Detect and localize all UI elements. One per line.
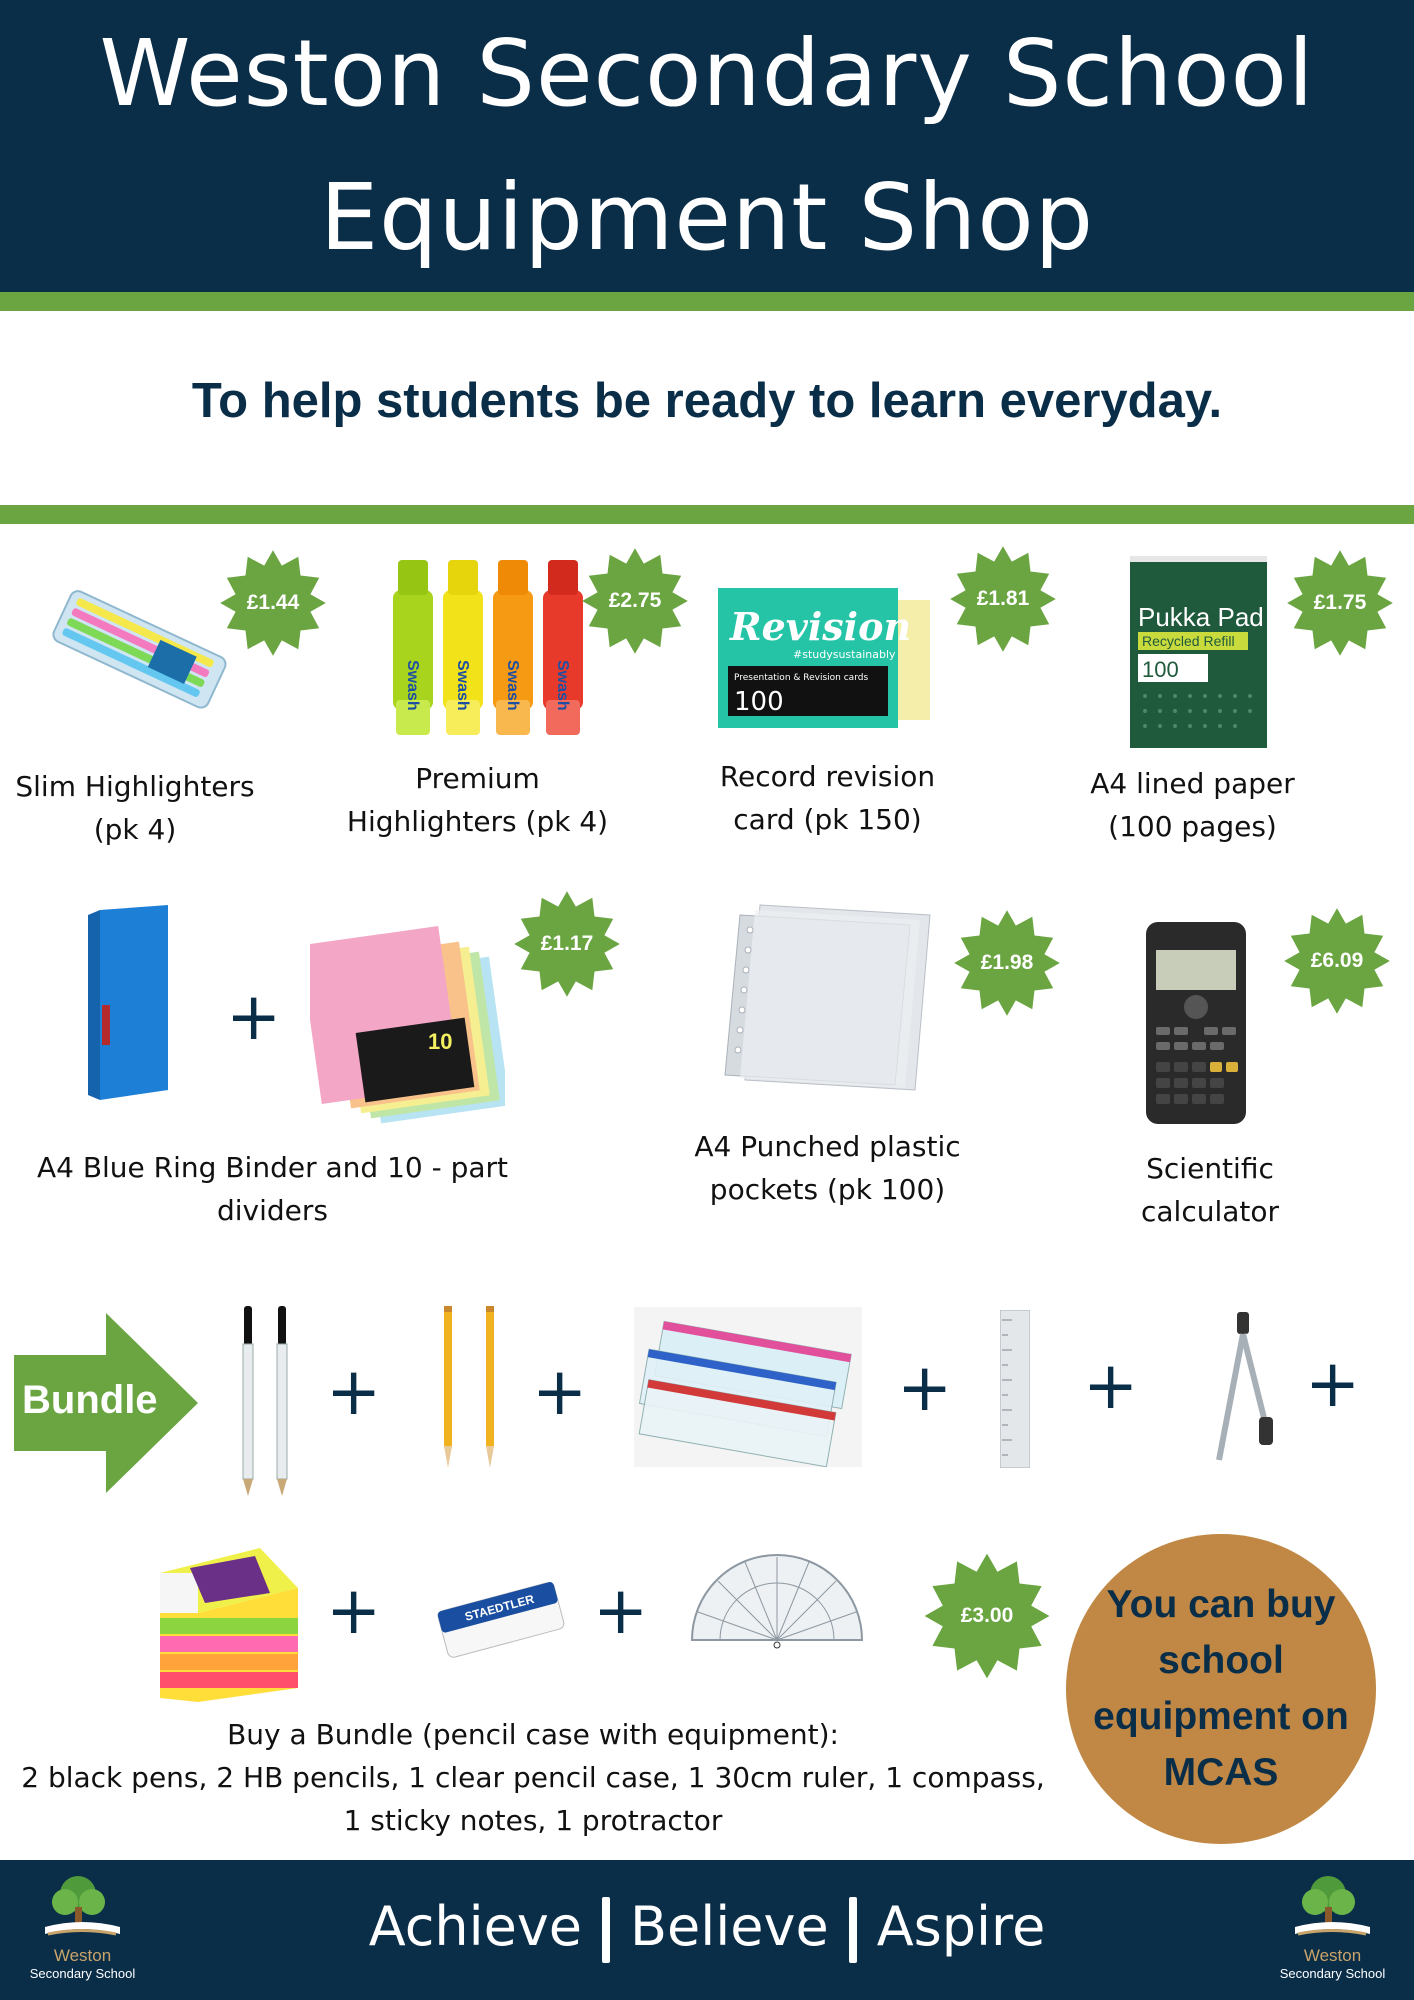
name-line-1: Premium bbox=[415, 762, 540, 795]
product-name-ring-binder bbox=[0, 1146, 545, 1232]
name-line-1: Slim Highlighters bbox=[15, 770, 255, 803]
revision-subtitle: Presentation & Revision cards bbox=[734, 673, 869, 683]
sticky-notes-image bbox=[140, 1548, 300, 1702]
price-text: £1.81 bbox=[976, 587, 1030, 610]
price-badge-slim-highlighters bbox=[218, 548, 328, 658]
plus-sign: + bbox=[326, 1572, 382, 1649]
plastic-pockets-image bbox=[720, 900, 935, 1095]
protractor-image bbox=[690, 1552, 865, 1652]
header-banner bbox=[0, 0, 1414, 292]
brand-text-red: Swash bbox=[554, 660, 571, 711]
tagline: To help students be ready to learn everyday. bbox=[191, 374, 1223, 428]
green-divider-top bbox=[0, 292, 1414, 311]
price-text: £6.09 bbox=[1310, 949, 1364, 972]
logo-name: Weston bbox=[1303, 1946, 1362, 1965]
brand-text-orange: Swash bbox=[504, 660, 521, 711]
price-badge-calculator bbox=[1282, 906, 1392, 1016]
name-line-2: Highlighters (pk 4) bbox=[346, 805, 609, 838]
plus-sign: + bbox=[593, 1572, 649, 1649]
price-badge-plastic-pockets bbox=[952, 908, 1062, 1018]
motto-divider bbox=[849, 1897, 857, 1963]
logo-subtitle: Secondary School bbox=[1279, 1966, 1386, 1981]
price-text: £3.00 bbox=[960, 1604, 1014, 1627]
ring-binder-image bbox=[88, 905, 173, 1100]
motto-aspire: Aspire bbox=[876, 1895, 1046, 1958]
name-line-1: Scientific bbox=[1146, 1152, 1274, 1185]
tree-logo-icon bbox=[20, 1872, 145, 1942]
title-line-2: Equipment Shop bbox=[319, 164, 1095, 271]
slim-highlighters-image bbox=[36, 580, 236, 710]
lined-paper-image bbox=[1130, 556, 1267, 748]
product-name-calculator bbox=[1080, 1147, 1340, 1233]
plus-sign: + bbox=[326, 1353, 382, 1430]
pencil-case-image bbox=[634, 1307, 862, 1467]
pencils-image bbox=[440, 1306, 502, 1471]
price-text: £2.75 bbox=[608, 589, 662, 612]
motto bbox=[0, 1895, 1414, 1963]
tree-logo-icon bbox=[1270, 1872, 1395, 1942]
brand-text-yellow: Swash bbox=[454, 660, 471, 711]
mcas-circle bbox=[1066, 1534, 1376, 1844]
product-name-slim-highlighters bbox=[0, 765, 270, 851]
bundle-desc-line-1: Buy a Bundle (pencil case with equipment): bbox=[227, 1718, 839, 1751]
ruler-image bbox=[1000, 1310, 1030, 1468]
name-line-1: A4 lined paper bbox=[1090, 767, 1295, 800]
price-badge-premium-highlighters bbox=[580, 546, 690, 656]
name-line-2: pockets (pk 100) bbox=[709, 1173, 946, 1206]
bundle-desc-line-2: 2 black pens, 2 HB pencils, 1 clear pencil case, 1 30cm ruler, 1 compass, bbox=[21, 1761, 1045, 1794]
pad-count: 100 bbox=[1142, 657, 1179, 682]
revision-title: Revision bbox=[730, 604, 912, 649]
bundle-desc-line-3: 1 sticky notes, 1 protractor bbox=[343, 1804, 723, 1837]
school-logo-left bbox=[20, 1872, 145, 1992]
mcas-text: You can buy school equipment on MCAS bbox=[1093, 1583, 1349, 1794]
plus-sign: + bbox=[897, 1349, 953, 1426]
price-text: £1.17 bbox=[540, 932, 594, 955]
name-line-2: card (pk 150) bbox=[733, 803, 922, 836]
plus-sign: + bbox=[1305, 1345, 1361, 1422]
plus-sign: + bbox=[226, 978, 282, 1055]
dividers-count: 10 bbox=[428, 1029, 453, 1054]
price-text: £1.44 bbox=[246, 591, 300, 614]
compass-image bbox=[1205, 1312, 1285, 1462]
dividers-image bbox=[310, 925, 505, 1125]
name-line-2: calculator bbox=[1140, 1195, 1280, 1228]
product-name-revision-cards bbox=[690, 755, 965, 841]
bundle-label: Bundle bbox=[22, 1378, 158, 1422]
revision-count: 100 bbox=[734, 687, 784, 717]
product-name-premium-highlighters bbox=[325, 757, 630, 843]
bundle-description bbox=[0, 1713, 1066, 1842]
motto-divider bbox=[602, 1897, 610, 1963]
green-divider-bottom bbox=[0, 505, 1414, 524]
motto-believe: Believe bbox=[630, 1895, 829, 1958]
price-badge-lined-paper bbox=[1285, 548, 1395, 658]
logo-name: Weston bbox=[53, 1946, 112, 1965]
name-line-2: (100 pages) bbox=[1108, 810, 1277, 843]
brand-text-green: Swash bbox=[404, 660, 421, 711]
eraser-image bbox=[430, 1566, 570, 1661]
plus-sign: + bbox=[532, 1353, 588, 1430]
title-line-1: Weston Secondary School bbox=[99, 20, 1315, 127]
product-name-plastic-pockets bbox=[680, 1125, 975, 1211]
price-badge-revision-cards bbox=[948, 544, 1058, 654]
pad-subtitle: Recycled Refill bbox=[1142, 633, 1235, 649]
logo-subtitle: Secondary School bbox=[29, 1966, 136, 1981]
name-line-1: A4 Punched plastic bbox=[694, 1130, 961, 1163]
eraser-brand: STAEDTLER bbox=[463, 1591, 536, 1624]
name-line-1: A4 Blue Ring Binder and 10 - part bbox=[36, 1151, 509, 1184]
plus-sign: + bbox=[1083, 1347, 1139, 1424]
pad-title: Pukka Pad bbox=[1138, 602, 1264, 632]
name-line-1: Record revision bbox=[719, 760, 936, 793]
name-line-2: (pk 4) bbox=[93, 813, 177, 846]
black-pens-image bbox=[238, 1306, 298, 1498]
revision-cards-image bbox=[718, 578, 933, 730]
school-logo-right bbox=[1270, 1872, 1395, 1992]
premium-highlighters-image bbox=[388, 560, 588, 740]
name-line-2: dividers bbox=[216, 1194, 328, 1227]
revision-hashtag: #studysustainably bbox=[793, 648, 896, 661]
price-badge-ring-binder bbox=[512, 889, 622, 999]
calculator-image bbox=[1146, 922, 1246, 1124]
price-badge-bundle bbox=[922, 1551, 1052, 1681]
price-text: £1.75 bbox=[1313, 591, 1367, 614]
product-name-lined-paper bbox=[1060, 762, 1325, 848]
motto-achieve: Achieve bbox=[368, 1895, 583, 1958]
price-text: £1.98 bbox=[980, 951, 1034, 974]
